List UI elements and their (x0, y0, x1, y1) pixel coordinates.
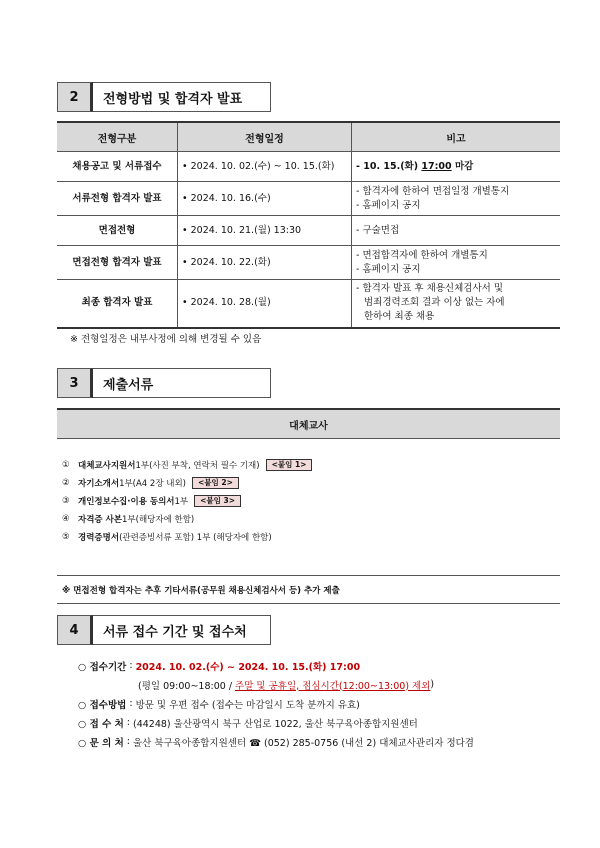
attachment-tag: <붙임 3> (194, 495, 241, 507)
note-deadline-time: 17:00 (421, 160, 452, 172)
document-list (62, 456, 312, 546)
info-row-method (78, 694, 474, 713)
item-detail: 1부(해당자에 한함) (122, 515, 195, 525)
stage-cell: 채용공고 및 서류접수 (57, 152, 178, 182)
section-title: 제출서류 (93, 368, 271, 398)
submission-info (78, 656, 474, 751)
contact-label: ○ 문 의 처 (78, 737, 124, 749)
list-item (62, 492, 312, 510)
date-cell: • 2024. 10. 22.(화) (178, 246, 352, 280)
period-note-excluded: 주말 및 공휴일, 점심시간(12:00~13:00) 제외 (235, 680, 431, 692)
note-cell (352, 246, 561, 280)
table-row (57, 216, 560, 246)
note-cell (352, 280, 561, 328)
note-cell (352, 152, 561, 182)
item-number: ④ (62, 514, 70, 524)
list-item (62, 474, 312, 492)
section-number: 4 (57, 615, 93, 645)
note-line: - 합격자에 한하여 면접일정 개별통지 (356, 185, 510, 197)
date-cell: • 2024. 10. 21.(월) 13:30 (178, 216, 352, 246)
place-label: ○ 접 수 처 (78, 718, 124, 730)
period-note-close: ) (430, 679, 435, 690)
table-row (57, 246, 560, 280)
item-name: 대체교사지원서 (78, 461, 136, 471)
separator: : (123, 717, 133, 728)
section-number: 3 (57, 368, 93, 398)
list-item (62, 528, 312, 546)
table-row (57, 152, 560, 182)
stage-cell: 최종 합격자 발표 (57, 280, 178, 328)
attachment-tag: <붙임 1> (266, 459, 313, 471)
info-row-period (78, 656, 474, 675)
documents-footnote: ※ 면접전형 합격자는 추후 기타서류(공무원 채용신체검사서 등) 추가 제출 (62, 586, 340, 596)
list-item (62, 456, 312, 474)
note-line: - 홈페이지 공지 (356, 199, 421, 211)
stage-cell: 면접전형 합격자 발표 (57, 246, 178, 280)
schedule-table (57, 121, 560, 329)
place-value: (44248) 울산광역시 북구 산업로 1022, 울산 북구육아종합지원센터 (133, 718, 418, 730)
section-3-header (57, 368, 271, 398)
item-detail: 1부(사진 부착, 연락처 필수 기재) (135, 461, 260, 471)
note-cell: - 구술면접 (352, 216, 561, 246)
separator: : (123, 736, 133, 747)
note-line: - 합격자 발표 후 채용신체검사서 및 (356, 283, 504, 295)
stage-cell: 면접전형 (57, 216, 178, 246)
column-header: 전형일정 (178, 122, 352, 152)
period-label: ○ 접수기간 (78, 661, 127, 673)
separator: : (126, 698, 136, 709)
date-cell: • 2024. 10. 28.(월) (178, 280, 352, 328)
note-line: - 면접합격자에 한하여 개별통지 (356, 249, 488, 261)
note-deadline-date: - 10. 15.(화) (356, 160, 422, 172)
date-cell: • 2024. 10. 16.(수) (178, 182, 352, 216)
divider-bottom (57, 603, 560, 604)
section-4-header (57, 615, 271, 645)
column-header: 비고 (352, 122, 561, 152)
item-number: ② (62, 478, 70, 488)
section-number: 2 (57, 82, 93, 112)
period-note-open: (평일 09:00~18:00 / (138, 680, 236, 692)
period-value: 2024. 10. 02.(수) ~ 2024. 10. 15.(화) 17:00 (135, 661, 361, 673)
note-line: - 홈페이지 공지 (356, 263, 421, 275)
section-2-header (57, 82, 271, 112)
attachment-tag: <붙임 2> (192, 477, 239, 489)
item-number: ③ (62, 496, 70, 506)
section-title: 전형방법 및 합격자 발표 (93, 82, 271, 112)
category-bar: 대체교사 (57, 408, 560, 439)
stage-cell: 서류전형 합격자 발표 (57, 182, 178, 216)
info-row-place (78, 713, 474, 732)
separator: : (126, 660, 136, 671)
contact-value: 울산 북구육아종합지원센터 ☎ (052) 285-0756 (내선 2) 대체교사관리자 정다겸 (133, 737, 474, 749)
list-item (62, 510, 312, 528)
item-name: 개인정보수집·이용 동의서 (78, 497, 175, 507)
item-name: 자기소개서 (78, 479, 120, 489)
note-line: 범죄경력조회 결과 이상 없는 자에 (364, 297, 505, 309)
table-row (57, 280, 560, 328)
note-cell (352, 182, 561, 216)
table-row (57, 182, 560, 216)
column-header: 전형구분 (57, 122, 178, 152)
item-number: ① (62, 460, 70, 470)
item-detail: (관련증빙서류 포함) 1부 (해당자에 한함) (119, 533, 272, 543)
section-title: 서류 접수 기간 및 접수처 (93, 615, 271, 645)
divider-top (57, 575, 560, 576)
table-header-row (57, 122, 560, 152)
note-deadline-tail: 마감 (451, 160, 474, 172)
method-label: ○ 접수방법 (78, 699, 127, 711)
info-row-contact (78, 732, 474, 751)
item-detail: 1부 (174, 497, 189, 507)
schedule-footnote: ※ 전형일정은 내부사정에 의해 변경될 수 있음 (70, 334, 262, 345)
item-detail: 1부(A4 2장 내외) (119, 479, 186, 489)
info-row-period-note (78, 675, 474, 694)
item-number: ⑤ (62, 532, 70, 542)
item-name: 자격증 사본 (78, 515, 123, 525)
note-line: 한하여 최종 채용 (364, 311, 435, 323)
item-name: 경력증명서 (78, 533, 120, 543)
date-cell: • 2024. 10. 02.(수) ~ 10. 15.(화) (178, 152, 352, 182)
method-value: 방문 및 우편 접수 (접수는 마감일시 도착 분까지 유효) (135, 699, 360, 711)
